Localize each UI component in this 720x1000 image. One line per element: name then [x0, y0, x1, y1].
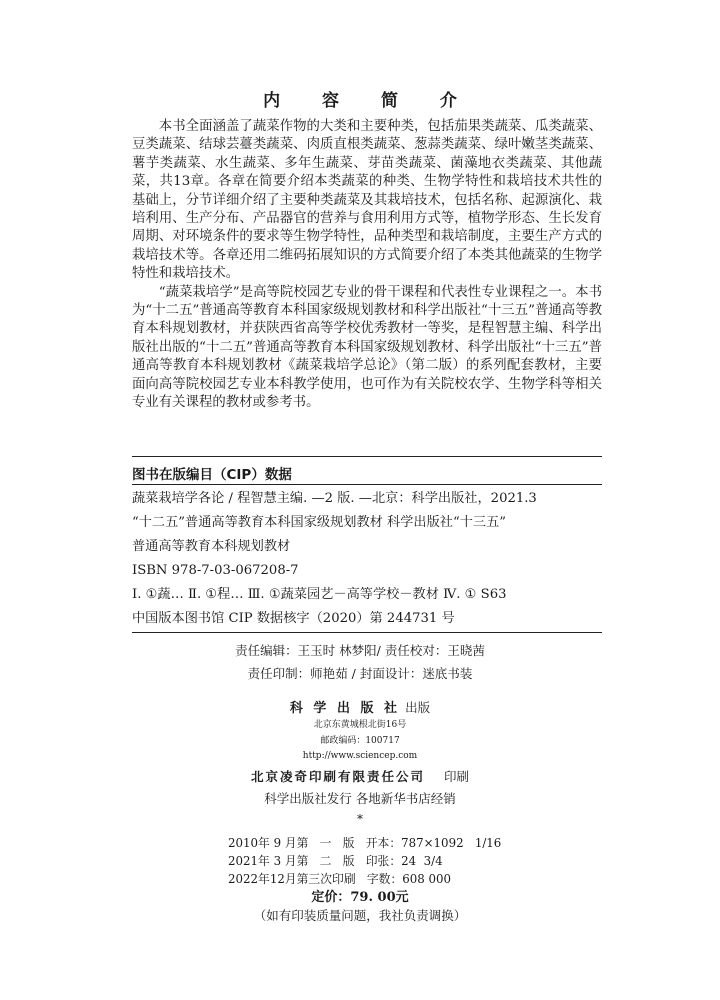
cip-isbn: ISBN 978-7-03-067208-7 [132, 563, 299, 578]
cip-line: 普通高等教育本科规划教材 [132, 539, 291, 554]
edition-row: 2022年12月第三次印刷 字数：608 000 [228, 872, 452, 886]
edition-row: 2010年 9 月第 一 版 开本：787×1092 1/16 [228, 836, 502, 850]
publisher-url: http://www.sciencep.com [302, 751, 418, 761]
price: 定价：79. 00元 [311, 890, 409, 905]
publisher-line [0, 697, 720, 716]
credits-line: 责任印制：师艳茹 / 封面设计：迷底书装 [247, 666, 473, 681]
cip-number: 中国版本图书馆 CIP 数据核字（2020）第 244731 号 [132, 611, 455, 626]
credits-line: 责任编辑：王玉时 林梦阳/ 责任校对：王晓茜 [235, 643, 485, 658]
publisher-postcode: 邮政编码：100717 [320, 736, 400, 746]
cip-top-rule [132, 456, 602, 457]
publisher-suffix: 出版 [405, 700, 431, 715]
cip-line: “十二五”普通高等教育本科国家级规划教材 科学出版社“十三五” [132, 515, 507, 530]
separator-star: * [357, 812, 363, 826]
intro-paragraph: “蔬菜栽培学”是高等院校园艺专业的骨干课程和代表性专业课程之一。本书为“十二五”普通高等教育本科国家级规划教材和科学出版社“十三五”普通高等教育本科规划教材，并获陕西省高等学校优秀教材一等奖，是程智慧主编、科学出版社出版的“十二五”普通高等教育本科国家级规划教材、科学出版社“十三五”普通高等教育本科规划教材《蔬菜栽培学总论》（第二版）的系列配套教材，主要面向高等院校园艺专业本科教学使用，也可作为有关院校农学、生物学科等相关专业有关课程的教材或参考书。 [132, 284, 602, 411]
cip-line: 蔬菜栽培学各论 / 程智慧主编. —2 版. —北京：科学出版社，2021.3 [132, 491, 537, 506]
cip-bottom-rule [132, 632, 602, 633]
printer-logo: 北京凌奇印刷有限责任公司 [250, 769, 425, 784]
page-title: 内 容 简 介 [263, 91, 475, 111]
printer-suffix: 印刷 [444, 769, 470, 784]
distribution-line: 科学出版社发行 各地新华书店经销 [264, 791, 456, 806]
cip-classification: Ⅰ. ①蔬… Ⅱ. ①程… Ⅲ. ①蔬菜园艺－高等学校－教材 Ⅳ. ① S63 [132, 587, 507, 602]
printer-line [0, 766, 720, 785]
publisher-logo: 科 学 出 版 社 [289, 701, 400, 716]
quality-note: （如有印装质量问题，我社负责调换） [253, 908, 467, 923]
intro-paragraph: 本书全面涵盖了蔬菜作物的大类和主要种类，包括茄果类蔬菜、瓜类蔬菜、豆类蔬菜、结球芸薹类蔬菜、肉质直根类蔬菜、葱蒜类蔬菜、绿叶嫩茎类蔬菜、薯芋类蔬菜、水生蔬菜、多年生蔬菜、芽苗类蔬菜、菌藻地衣类蔬菜、其他蔬菜，共13章。各章在简要介绍本类蔬菜的种类、生物学特性和栽培技术共性的基础上，分节详细介绍了主要种类蔬菜及其栽培技术，包括名称、起源演化、栽培利用、生产分布、产品器官的营养与食用利用方式等，植物学形态、生长发育周期、对环境条件的要求等生物学特性，品种类型和栽培制度，主要生产方式的栽培技术等。各章还用二维码拓展知识的方式简要介绍了本类其他蔬菜的生物学特性和栽培技术。 [132, 119, 602, 282]
cip-heading: 图书在版编目（CIP）数据 [132, 467, 292, 483]
introduction-text [132, 118, 602, 413]
publisher-address: 北京东黄城根北街16号 [313, 720, 407, 730]
edition-row: 2021年 3 月第 二 版 印张：24 3/4 [228, 854, 443, 868]
cip-heading-rule [132, 484, 602, 485]
